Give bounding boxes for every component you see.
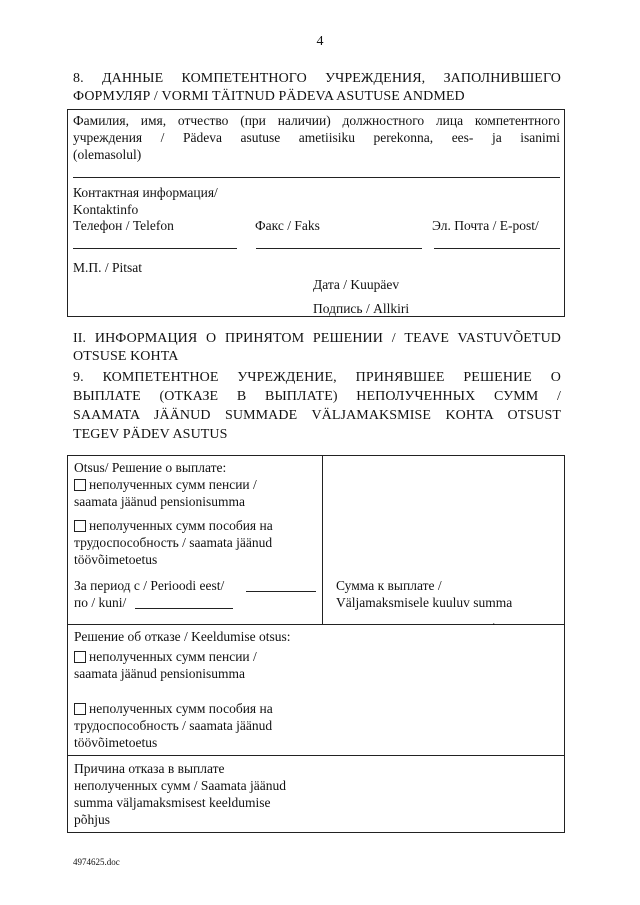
- refusal-benefit-line-2: трудоспособность / saamata jäänud: [74, 718, 273, 733]
- decision-label: Otsus/ Решение о выплате:: [74, 460, 227, 475]
- section-2-heading-line-2: OTSUSE KOHTA: [73, 349, 179, 364]
- pension-option-line-2: saamata jäänud pensionisumma: [74, 494, 245, 509]
- contact-label-line-1: Контактная информация/: [73, 185, 218, 200]
- signature-label: Подпись / Allkiri: [313, 301, 410, 316]
- fax-label: Факс / Faks: [255, 218, 320, 233]
- page-number: 4: [316, 34, 324, 49]
- section-2-heading-line-1: II. ИНФОРМАЦИЯ О ПРИНЯТОМ РЕШЕНИИ / TEAVE VASTUVÕETUD: [73, 331, 561, 346]
- pension-option-line-1: неполученных сумм пенсии /: [89, 477, 257, 492]
- refusal-reason-label-line-2: неполученных сумм / Saamata jäänud: [74, 778, 286, 793]
- period-to-field[interactable]: [135, 608, 233, 609]
- period-to-label: по / kuni/: [74, 595, 127, 610]
- amount-label-line-1: Сумма к выплате /: [336, 578, 442, 593]
- period-from-field[interactable]: [246, 591, 316, 592]
- refusal-pension-line-2: saamata jäänud pensionisumma: [74, 666, 245, 681]
- amount-label-line-2: Väljamaksmisele kuuluv summa: [336, 595, 513, 610]
- table-column-divider: [322, 456, 323, 624]
- refusal-benefit-line-3: töövõimetoetus: [74, 735, 158, 750]
- email-label: Эл. Почта / E-post/: [432, 218, 539, 233]
- amount-field-dot: .: [492, 613, 496, 628]
- decision-table: [67, 455, 565, 833]
- refusal-pension-line-1: неполученных сумм пенсии /: [89, 649, 257, 664]
- stamp-label: М.П. / Pitsat: [73, 260, 143, 275]
- benefit-option-line-3: töövõimetoetus: [74, 552, 158, 567]
- section-9-heading-line-3: SAAMATA JÄÄNUD SUMMADE VÄLJAMAKSMISE KOHTA OTSUST: [73, 408, 561, 423]
- email-field[interactable]: [434, 248, 560, 249]
- benefit-option-line-2: трудоспособность / saamata jäänud: [74, 535, 273, 550]
- official-name-label-line-1: Фамилия, имя, отчество (при наличии) должностного лица компетентного: [73, 113, 560, 128]
- refusal-reason-label-line-4: põhjus: [74, 812, 111, 827]
- phone-label: Телефон / Telefon: [73, 218, 174, 233]
- section-9-heading-line-1: 9. КОМПЕТЕНТНОЕ УЧРЕЖДЕНИЕ, ПРИНЯВШЕЕ РЕШЕНИЕ О: [73, 370, 561, 385]
- refusal-benefit-checkbox[interactable]: [74, 703, 86, 715]
- section-8-heading-line-2: ФОРМУЛЯР / VORMI TÄITNUD PÄDEVA ASUTUSE ANDMED: [73, 89, 465, 104]
- benefit-checkbox[interactable]: [74, 520, 86, 532]
- refusal-benefit-option: [74, 700, 273, 717]
- phone-field[interactable]: [73, 248, 237, 249]
- document-filename: 4974625.doc: [73, 857, 120, 867]
- section-9-heading-line-4: TEGEV PÄDEV ASUTUS: [73, 427, 228, 442]
- section-9-heading-line-2: ВЫПЛАТЕ (ОТКАЗЕ В ВЫПЛАТЕ) НЕПОЛУЧЕННЫХ СУММ /: [73, 389, 561, 404]
- competent-authority-box: [67, 109, 565, 317]
- amount-field[interactable]: [336, 624, 492, 625]
- refusal-reason-label-line-3: summa väljamaksmisest keeldumise: [74, 795, 271, 810]
- official-name-label-line-3: (olemasolul): [73, 147, 142, 162]
- fax-field[interactable]: [256, 248, 422, 249]
- benefit-option: [74, 517, 273, 534]
- date-label: Дата / Kuupäev: [313, 277, 400, 292]
- refusal-benefit-line-1: неполученных сумм пособия на: [89, 701, 273, 716]
- refusal-pension-checkbox[interactable]: [74, 651, 86, 663]
- official-name-label-line-2: учреждения / Pädeva asutuse ametiisiku perekonna, ees- ja isanimi: [73, 130, 560, 145]
- refusal-reason-label-line-1: Причина отказа в выплате: [74, 761, 225, 776]
- table-row-divider: [68, 755, 564, 756]
- section-8-heading-line-1: 8. ДАННЫЕ КОМПЕТЕНТНОГО УЧРЕЖДЕНИЯ, ЗАПОЛНИВШЕГО: [73, 71, 561, 86]
- period-from-label: За период с / Perioodi eest/: [74, 578, 225, 593]
- benefit-option-line-1: неполученных сумм пособия на: [89, 518, 273, 533]
- contact-label-line-2: Kontaktinfo: [73, 202, 139, 217]
- pension-checkbox[interactable]: [74, 479, 86, 491]
- pension-option: [74, 476, 257, 493]
- official-name-field[interactable]: [73, 177, 560, 178]
- refusal-label: Решение об отказе / Keeldumise otsus:: [74, 629, 291, 644]
- refusal-pension-option: [74, 648, 257, 665]
